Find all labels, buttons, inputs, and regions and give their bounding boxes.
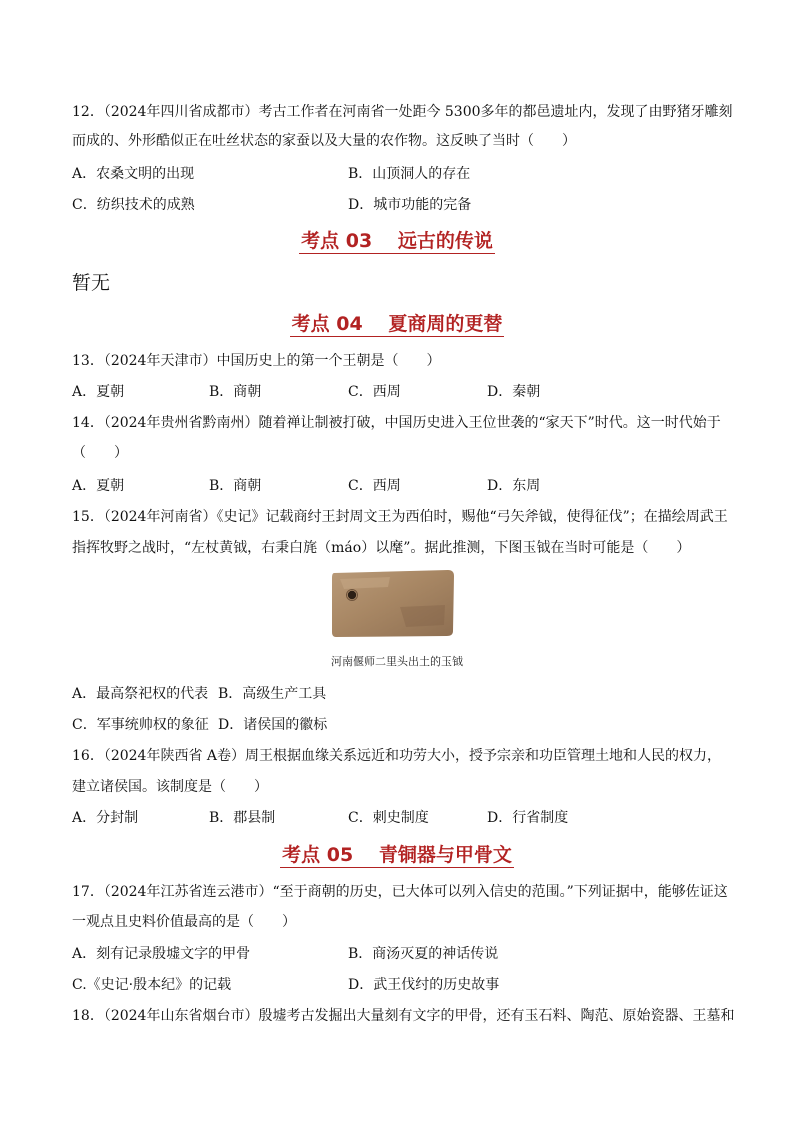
- q12-option-c: C．纺织技术的成熟: [72, 197, 195, 213]
- q16-stem-line1: 16．（2024年陕西省 A卷）周王根据血缘关系远近和功劳大小，授予宗亲和功臣管理土地和人民的权力，: [72, 748, 722, 764]
- section-heading-04-text: 考点 04 夏商周的更替: [291, 313, 503, 335]
- q16-option-a: A．分封制: [72, 810, 139, 826]
- q13-stem-line1: 13．（2024年天津市）中国历史上的第一个王朝是（ ）: [72, 353, 441, 369]
- section-heading-04: [0, 312, 794, 336]
- q13-option-b: B．商朝: [209, 384, 262, 400]
- q14-option-a: A．夏朝: [72, 478, 125, 494]
- section-heading-03-text: 考点 03 远古的传说: [301, 230, 493, 252]
- section-heading-05: [0, 843, 794, 867]
- q16-option-c: C．刺史制度: [348, 810, 429, 826]
- q15-stem-line2: 指挥牧野之战时，“左杖黄钺，右秉白旄（máo）以麾”。据此推测，下图玉钺在当时可能是（ ）: [72, 540, 691, 556]
- q18-stem-line1: 18．（2024年山东省烟台市）殷墟考古发掘出大量刻有文字的甲骨，还有玉石料、陶范、原始瓷器、王墓和: [72, 1008, 735, 1024]
- q14-stem-line1: 14．（2024年贵州省黔南州）随着禅让制被打破，中国历史进入王位世袭的“家天下”时代。这一时代始于: [72, 415, 721, 431]
- q17-option-a: A．刻有记录殷墟文字的甲骨: [72, 946, 251, 962]
- q16-option-b: B．郡县制: [209, 810, 276, 826]
- none-text: 暂无: [72, 272, 111, 294]
- q13-option-d: D．秦朝: [487, 384, 541, 400]
- jade-yue-axe-image: [330, 567, 458, 639]
- q12-stem-line2: 而成的、外形酷似正在吐丝状态的家蚕以及大量的农作物。这反映了当时（ ）: [72, 133, 576, 149]
- figure-caption: 河南偃师二里头出土的玉钺: [331, 655, 463, 668]
- q17-stem-line1: 17．（2024年江苏省连云港市）“至于商朝的历史，已大体可以列入信史的范围。”下列证据中，能够佐证这: [72, 884, 728, 900]
- jade-yue-axe-photo: [330, 567, 458, 639]
- q12-option-d: D．城市功能的完备: [348, 197, 472, 213]
- q12-option-a: A．农桑文明的出现: [72, 166, 195, 182]
- q12-stem-line1: 12．（2024年四川省成都市）考古工作者在河南省一处距今 5300多年的都邑遗址内，发现了由野猪牙雕刻: [72, 104, 733, 120]
- q15-stem-line1: 15．（2024年河南省）《史记》记载商纣王封周文王为西伯时，赐他“弓矢斧钺，使得征伐”；在描绘周武王: [72, 509, 728, 525]
- q17-option-b: B．商汤灭夏的神话传说: [348, 946, 499, 962]
- q16-stem-line2: 建立诸侯国。该制度是（ ）: [72, 779, 268, 795]
- q14-option-c: C．西周: [348, 478, 401, 494]
- q12-option-b: B．山顶洞人的存在: [348, 166, 471, 182]
- q15-option-d: D．诸侯国的徽标: [218, 717, 328, 733]
- q15-option-b: B．高级生产工具: [218, 686, 327, 702]
- q14-stem-line2: （ ）: [72, 445, 128, 461]
- q13-option-a: A．夏朝: [72, 384, 125, 400]
- q13-option-c: C．西周: [348, 384, 401, 400]
- q17-option-d: D．武王伐纣的历史故事: [348, 977, 500, 993]
- section-heading-03: [0, 229, 794, 253]
- q16-option-d: D．行省制度: [487, 810, 569, 826]
- q15-option-a: A．最高祭祀权的代表: [72, 686, 209, 702]
- q14-option-b: B．商朝: [209, 478, 262, 494]
- q17-stem-line2: 一观点且史料价值最高的是（ ）: [72, 914, 296, 930]
- section-heading-05-text: 考点 05 青铜器与甲骨文: [282, 844, 512, 866]
- q15-option-c: C．军事统帅权的象征: [72, 717, 209, 733]
- q17-option-c: C.《史记·殷本纪》的记载: [72, 977, 232, 993]
- q14-option-d: D．东周: [487, 478, 541, 494]
